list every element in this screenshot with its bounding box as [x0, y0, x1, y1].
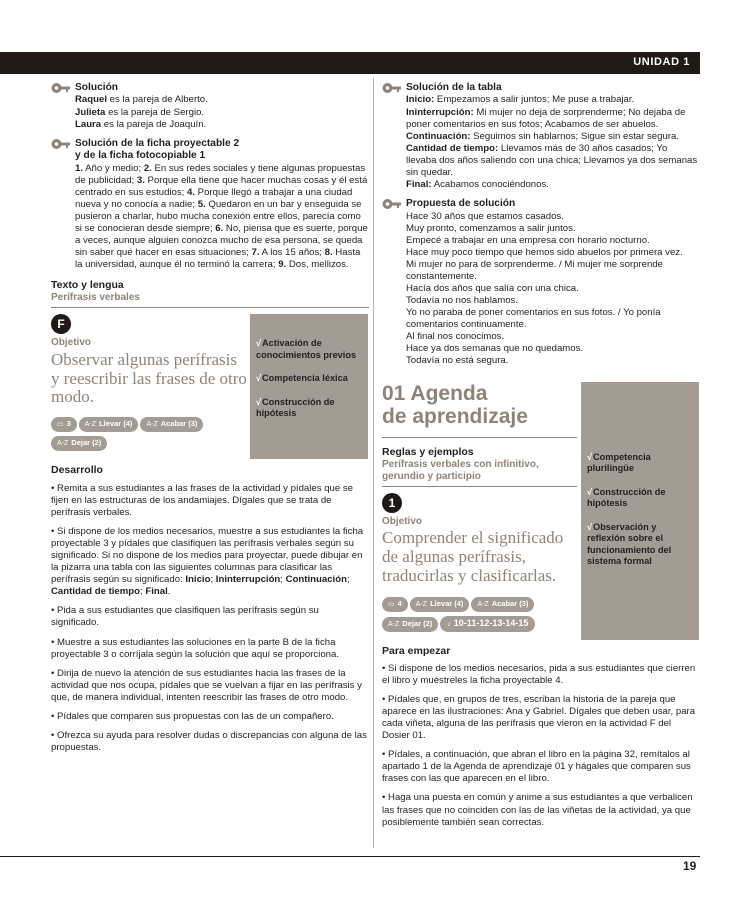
right-column [382, 82, 700, 836]
audio-pill: ♪ 10-11-12-13-14-15 [440, 616, 535, 632]
proposal-line: Hace ya dos semanas que no quedamos. [406, 343, 584, 355]
section-title: Texto y lengua [51, 279, 124, 292]
bullet-item: • Si dispone de los medios necesarios, muestre a sus estudiantes la ficha proyectable 3 y pídales que clasifiquen las perífrasis verbales según su significado. Si no dispone de los medios para proyectar, puede dibujar en la pizarra una tabla con las siguientes columnas para clasificar las perífrasis según su significado: Inicio; Ininterrupción; Continuación; Cantidad de tiempo; Final. [51, 525, 364, 598]
bullet-item: • Haga una puesta en común y anime a sus estudiantes a que verbalicen las frases que no coinciden con las de las viñetas de la actividad, ya que posiblemente también sean correctas. [382, 792, 693, 828]
proposal-title: Propuesta de solución [406, 198, 516, 210]
vocab-pill: A-Z Acabar (3) [140, 417, 203, 432]
solution-title: Solución de la tabla [406, 82, 502, 93]
proposal-block [382, 198, 700, 367]
desarrollo-title: Desarrollo [51, 464, 103, 477]
projector-icon: ▭ [57, 421, 64, 429]
competencia-item: √Activación de conocimientos previos [256, 338, 357, 360]
proposal-line: Todavía no está segura. [406, 355, 509, 367]
bullet-item: • Dirija de nuevo la atención de sus estudiantes hacia las frases de la actividad que nos ocupa, pídales que se vuelvan a fijar en las perífrasis y que, de manera individual, intenten reescribir las frases de otro modo. [51, 667, 362, 703]
projector-icon: ▭ [388, 601, 395, 609]
proposal-line: Todavía no nos hablamos. [406, 295, 518, 307]
table-row: Ininterrupción: Mi mujer no deja de sorprenderme; No dejaba de poner comentarios en sus fotos; Acabamos de ser abuelos. [406, 106, 686, 130]
solution-block-partners [51, 82, 369, 131]
az-icon: A-Z [146, 421, 158, 429]
agenda-title-line1: 01 Agenda [382, 381, 488, 405]
objective-label: Objetivo [51, 337, 92, 349]
activity-main [51, 314, 247, 454]
activity-number: 1 [382, 493, 402, 513]
competencias-box [581, 382, 699, 640]
solution-block-table [382, 82, 700, 191]
vocab-pill: A-Z Acabar (3) [471, 597, 534, 612]
footer-rule [0, 856, 700, 857]
solution-title-line2: y de la ficha fotocopiable 1 [75, 150, 206, 162]
check-icon: √ [256, 373, 262, 384]
competencias-box [250, 314, 368, 459]
table-row: Final: Acabamos conociéndonos. [406, 178, 549, 190]
competencia-item: √Construcción de hipótesis [587, 486, 666, 509]
proposal-line: Empecé a trabajar en una empresa con horario nocturno. [406, 234, 650, 246]
check-icon: √ [256, 396, 262, 407]
left-column [51, 82, 369, 761]
objective-text: Comprender el significado de algunas perífrasis, traducirlas y clasificarlas. [382, 528, 564, 585]
key-icon [382, 82, 402, 94]
vocab-pill: A-Z Llevar (4) [410, 597, 470, 612]
agenda-section-subtitle: Perífrasis verbales con infinitivo, gerundio y participio [382, 458, 539, 482]
table-row: Inicio: Empezamos a salir juntos; Me puse a trabajar. [406, 94, 635, 106]
bullet-item: • Si dispone de los medios necesarios, pida a sus estudiantes que cierren el libro y muéstreles la ficha proyectable 4. [382, 662, 696, 686]
az-icon: A-Z [57, 439, 69, 447]
proposal-line: Al final nos conocimos. [406, 331, 505, 343]
agenda-section-title: Reglas y ejemplos [382, 445, 474, 458]
bullet-item: • Pídales que, en grupos de tres, escriban la historia de la pareja que aparece en las ilustraciones: Ana y Gabriel. Dígales que deben usar, para cada viñeta, alguna de las perífrasis que vieron en la actividad F del Dosier 01. [382, 693, 696, 742]
solution-answers: 1. Año y medio; 2. En sus redes sociales y tiene algunas propuestas de publicidad; 3. Porque ella tiene que hacer muchas cosas y él está centrado en sus estudios; 4. Porque llegó a trabajar a una ciudad nueva y no conocía a nadie; 5. Quedaron en un bar y enseguida se pusieron a charlar, hubo mucha conexión entre ellos, parecía como si se conocieran desde siempre; 6. No, piensa que es suerte, porque a veces, aunque alguien conozca mucho de esa persona, se queda sin saber qué hacer en esas situaciones; 7. A los 15 años; 8. Hasta la universidad, aunque él no terminó la carrera; 9. Dos, mellizos. [75, 162, 368, 271]
bullet-item: • Remita a sus estudiantes a las frases de la actividad y pídales que se fijen en las estructuras de los andamiajes. Dígales que se trata de perífrasis verbales. [51, 482, 354, 518]
vocab-pill: A-Z Dejar (2) [382, 617, 438, 632]
solution-title: Solución [75, 82, 119, 93]
para-empezar-title: Para empezar [382, 644, 451, 657]
agenda-box [382, 382, 700, 645]
key-icon [51, 82, 71, 94]
section-subtitle: Perífrasis verbales [51, 292, 140, 304]
check-icon: √ [587, 521, 593, 532]
resource-pills [382, 597, 577, 636]
unit-label: UNIDAD 1 [633, 56, 690, 68]
objective-text: Observar algunas perífrasis y reescribir las frases de otro modo. [51, 350, 247, 407]
column-divider [373, 78, 374, 848]
proposal-line: Hacía dos años que salía con una chica. [406, 282, 579, 294]
activity-box [51, 314, 369, 459]
objective-label: Objetivo [382, 515, 423, 527]
solution-line: Julieta es la pareja de Sergio. [75, 106, 205, 118]
bullet-item: • Pídales que comparen sus propuestas con las de un compañero. [51, 710, 334, 722]
proposal-line: Yo no paraba de poner comentarios en sus fotos. / Yo ponía comentarios continuamente. [406, 307, 661, 331]
az-icon: A-Z [84, 421, 97, 429]
solution-line: Laura es la pareja de Joaquín. [75, 118, 207, 130]
vocab-pill: A-Z Llevar (4) [79, 417, 139, 432]
competencia-item: √Competencia léxica [256, 373, 348, 384]
proposal-line: Muy pronto, comenzamos a salir juntos. [406, 222, 576, 234]
az-icon: A-Z [415, 601, 428, 609]
activity-letter: F [51, 314, 71, 334]
solution-title-line1: Solución de la ficha proyectable 2 [75, 137, 240, 149]
competencia-item: √Construcción de hipótesis [256, 396, 335, 419]
desarrollo-section [51, 464, 369, 754]
bullet-item: • Ofrezca su ayuda para resolver dudas o discrepancias con alguna de las propuestas. [51, 730, 367, 754]
projector-pill: ▭ 3 [51, 417, 77, 432]
agenda-section-heading [382, 437, 577, 487]
table-row: Cantidad de tiempo: Llevamos más de 30 años casados; Yo llevaba dos años saliendo con una chica; Llevamos ya dos semanas sin quedar. [406, 142, 698, 178]
audio-icon: ♪ [447, 621, 451, 629]
unit-header-bar [0, 52, 700, 74]
key-icon [382, 198, 402, 210]
agenda-main [382, 382, 577, 637]
agenda-title-line2: de aprendizaje [382, 405, 528, 429]
proposal-line: Hace 30 años que estamos casados. [406, 210, 564, 222]
page-number: 19 [683, 859, 697, 873]
proposal-line: Mi mujer no para de sorprenderme. / Mi mujer me sorprende constantemente. [406, 258, 664, 282]
az-icon: A-Z [477, 601, 489, 609]
competencia-item: √Competencia plurilingüe [587, 451, 651, 474]
check-icon: √ [256, 338, 262, 349]
key-icon [51, 138, 71, 150]
bullet-item: • Pídales, a continuación, que abran el libro en la página 32, remítalos al apartado 1 de la Agenda de aprendizaje 01 y hágales que comparen sus frases con las que aparecen en el libro. [382, 749, 691, 785]
solution-line: Raquel es la pareja de Alberto. [75, 94, 208, 106]
section-heading [51, 279, 369, 308]
para-empezar-section [382, 645, 700, 829]
check-icon: √ [587, 486, 593, 497]
az-icon: A-Z [388, 621, 400, 629]
proposal-line: Hace muy poco tiempo que hemos sido abuelos por primera vez. [406, 246, 683, 258]
table-row: Continuación: Seguimos sin hablarnos; Sigue sin estar segura. [406, 130, 679, 142]
solution-block-ficha [51, 138, 369, 272]
check-icon: √ [587, 451, 593, 462]
resource-pills [51, 417, 247, 455]
bullet-item: • Pida a sus estudiantes que clasifiquen las perífrasis según su significado. [51, 605, 319, 629]
vocab-pill: A-Z Dejar (2) [51, 436, 107, 451]
bullet-item: • Muestre a sus estudiantes las soluciones en la parte B de la ficha proyectable 3 o corríjala según la solución que aquí se proporciona. [51, 636, 339, 660]
projector-pill: ▭ 4 [382, 597, 408, 612]
competencia-item: √Observación y reflexión sobre el funcionamiento del sistema formal [587, 521, 672, 567]
